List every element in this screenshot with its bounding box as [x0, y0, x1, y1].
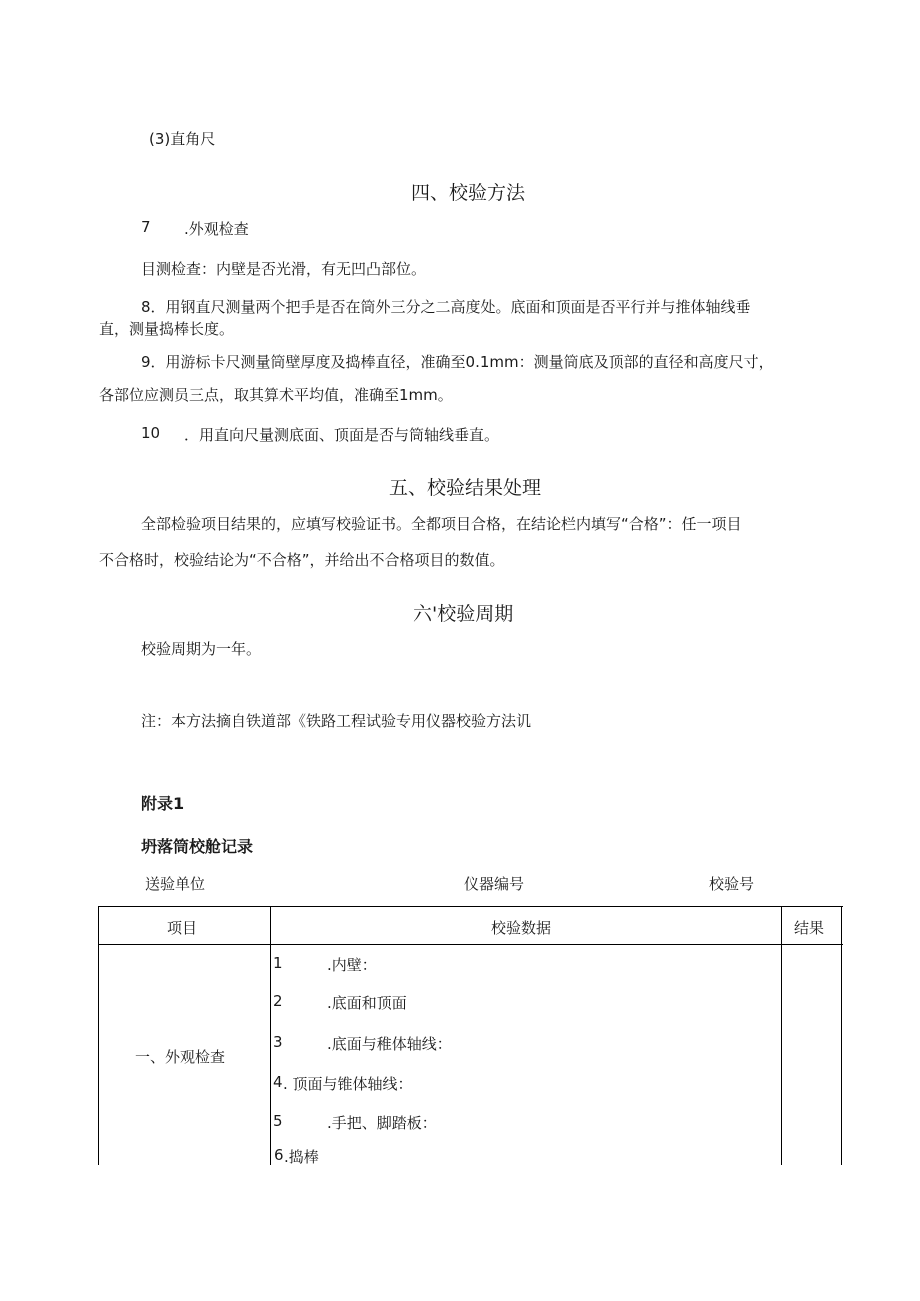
- table-divider: [781, 907, 782, 1165]
- item-10-text: ．用直向尺量测底面、顶面是否与筒轴线垂直。: [184, 426, 500, 444]
- cropped-last-row: [270, 1140, 330, 1164]
- header-item: 项目: [167, 919, 198, 937]
- data-item-number: 3: [273, 1033, 283, 1051]
- header-check-data: 校验数据: [491, 919, 552, 937]
- list-item-3: (3)直角尺: [149, 130, 216, 148]
- item-9-line-1: 9．用游标卡尺测量筒壁厚度及捣棒直径，准确至0.1mm：测量筒底及顶部的直径和高度尺寸，: [141, 353, 774, 371]
- data-item-number: 2: [273, 992, 283, 1010]
- table-divider: [99, 944, 843, 945]
- data-item-text: .底面和顶面: [327, 994, 407, 1012]
- unit-label: 送验单位: [145, 875, 206, 893]
- data-item-number: 1: [273, 954, 283, 972]
- section-6-text: 校验周期为一年。: [141, 640, 262, 658]
- section-5-para-line-2: 不合格时，校验结论为“不合格”，并给出不合格项目的数值。: [99, 551, 505, 569]
- calibration-record-table: [98, 906, 843, 1165]
- data-item-text: .手把、脚踏板：: [327, 1114, 437, 1132]
- appendix-label: 附录1: [141, 794, 185, 813]
- data-item-text: .捣棒: [284, 1148, 319, 1164]
- check-number-label: 校验号: [709, 875, 755, 893]
- item-9-line-2: 各部位应测员三点，取其算术平均值，准确至1mm。: [99, 386, 453, 404]
- row-label-visual-check: 一、外观检查: [135, 1048, 226, 1066]
- visual-check-text: 目测检查：内壁是否光滑，有无凹凸部位。: [141, 260, 427, 278]
- section-6-title: 六'校验周期: [413, 603, 514, 625]
- data-item-number: 4: [273, 1073, 283, 1091]
- item-10-number: 10: [141, 424, 161, 442]
- item-7-text: .外观检查: [184, 220, 249, 238]
- data-item-number: 6: [274, 1146, 284, 1164]
- section-5-title: 五、校验结果处理: [389, 477, 542, 499]
- table-divider: [270, 907, 271, 1165]
- section-4-title: 四、校验方法: [411, 182, 526, 204]
- note-text: 注：本方法摘自铁道部《铁路工程试验专用仪器校验方法讥: [141, 712, 532, 730]
- data-item-text: .底面与稚体轴线：: [327, 1035, 452, 1053]
- instrument-label: 仪器编号: [464, 875, 525, 893]
- record-title: 坍落筒校舱记录: [141, 837, 254, 856]
- data-item-number: 5: [273, 1112, 283, 1130]
- item-8-line-1: 8．用钢直尺测量两个把手是否在筒外三分之二高度处。底面和顶面是否平行并与推体轴线垂: [141, 298, 751, 316]
- table-divider: [841, 907, 842, 1165]
- section-5-para-line-1: 全部检验项目结果的，应填写校验证书。全都项目合格，在结论栏内填写“合格”：任一项目: [141, 515, 742, 533]
- data-item-text: .内壁：: [327, 956, 377, 974]
- header-result: 结果: [794, 919, 825, 937]
- item-7-number: 7: [141, 218, 151, 236]
- item-8-line-2: 直，测量捣棒长度。: [99, 320, 235, 338]
- data-item-text: . 顶面与锥体轴线：: [283, 1075, 413, 1093]
